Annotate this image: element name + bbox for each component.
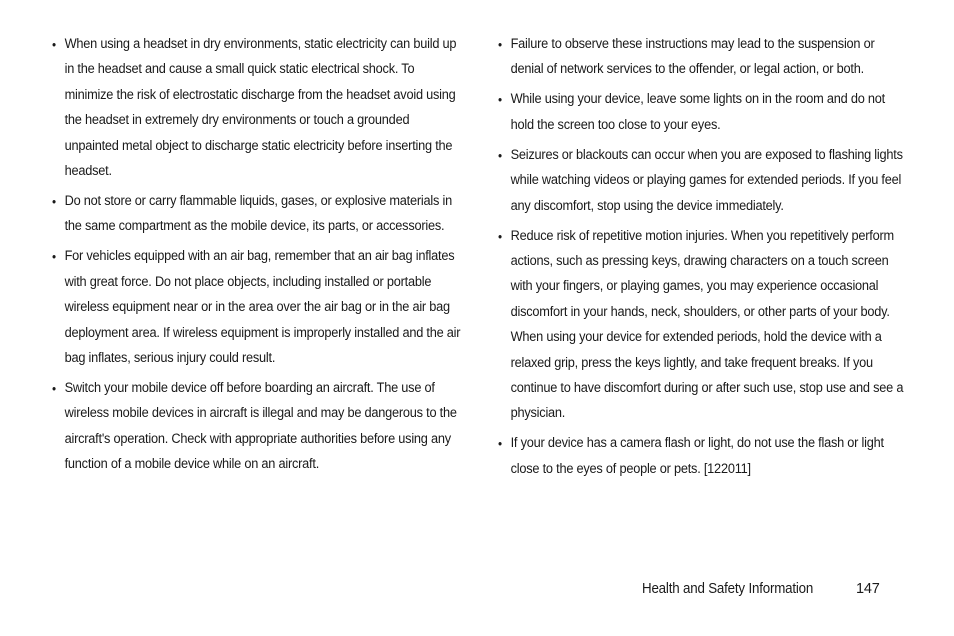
bullet-text: Switch your mobile device off before boarding an aircraft. The use of wireless mobile devices in aircraft is illegal and may be dangerous to the aircraft's operation. Check with appropriate authorities before using any function of a mobile device while on an aircraft. [64,380,457,473]
bullet-item [52,32,461,184]
bullet-text: Seizures or blackouts can occur when you are exposed to flashing lights while watching videos or playing games for extended periods. If you feel any discomfort, stop using the device immediately. [510,146,903,214]
bullet-text: Do not store or carry flammable liquids, gases, or explosive materials in the same compartment as the mobile device, its parts, or accessories. [64,193,452,235]
bullet-dot: • [52,249,56,265]
bullet-text: Failure to observe these instructions may lead to the suspension or denial of network services to the offender, or legal action, or both. [510,36,875,78]
bullet-dot: • [52,37,56,52]
bullet-dot: • [498,228,502,244]
bullet-dot: • [498,436,502,452]
bullet-text: When using a headset in dry environments, static electricity can build up in the headset and cause a small quick static electrical shock. To minimize the risk of electrostatic discharge from the headset avoid using the headset in extremely dry environments or touch a grounded unpainted metal object to discharge static electricity before inserting the headset. [64,36,457,180]
footer-section-title: Health and Safety Information [642,581,814,597]
bullet-item [498,431,907,482]
bullet-dot: • [52,381,56,397]
right-column [498,32,904,487]
bullet-dot: • [498,92,502,108]
left-column [52,32,461,482]
bullet-item [498,87,907,138]
bullet-item [498,143,907,219]
bullet-item [498,32,907,83]
bullet-item [498,224,907,427]
bullet-dot: • [52,194,56,210]
page-number: 147 [856,581,880,597]
bullet-item [52,376,461,478]
page-footer [642,578,880,600]
bullet-text: For vehicles equipped with an air bag, remember that an air bag inflates with great force. Do not place objects, including installed or portable wireless equipment near or in the area over the air bag or in the air bag deployment area. If wireless equipment is improperly installed and the air bag inflates, serious injury could result. [64,248,461,367]
bullet-text: While using your device, leave some lights on in the room and do not hold the screen too close to your eyes. [510,91,885,133]
bullet-text: Reduce risk of repetitive motion injuries. When you repetitively perform actions, such as pressing keys, drawing characters on a touch screen with your fingers, or playing games, you may experience occasional discomfort in your hands, neck, shoulders, or other parts of your body. When using your device for extended periods, hold the device with a relaxed grip, press the keys lightly, and take frequent breaks. If you continue to have discomfort during or after such use, stop use and see a physician. [510,227,904,422]
bullet-dot: • [498,37,502,52]
bullet-item [52,189,461,240]
bullet-text: If your device has a camera flash or light, do not use the flash or light close to the eyes of people or pets. [122011] [510,435,884,477]
bullet-item [52,244,461,371]
bullet-dot: • [498,147,502,163]
